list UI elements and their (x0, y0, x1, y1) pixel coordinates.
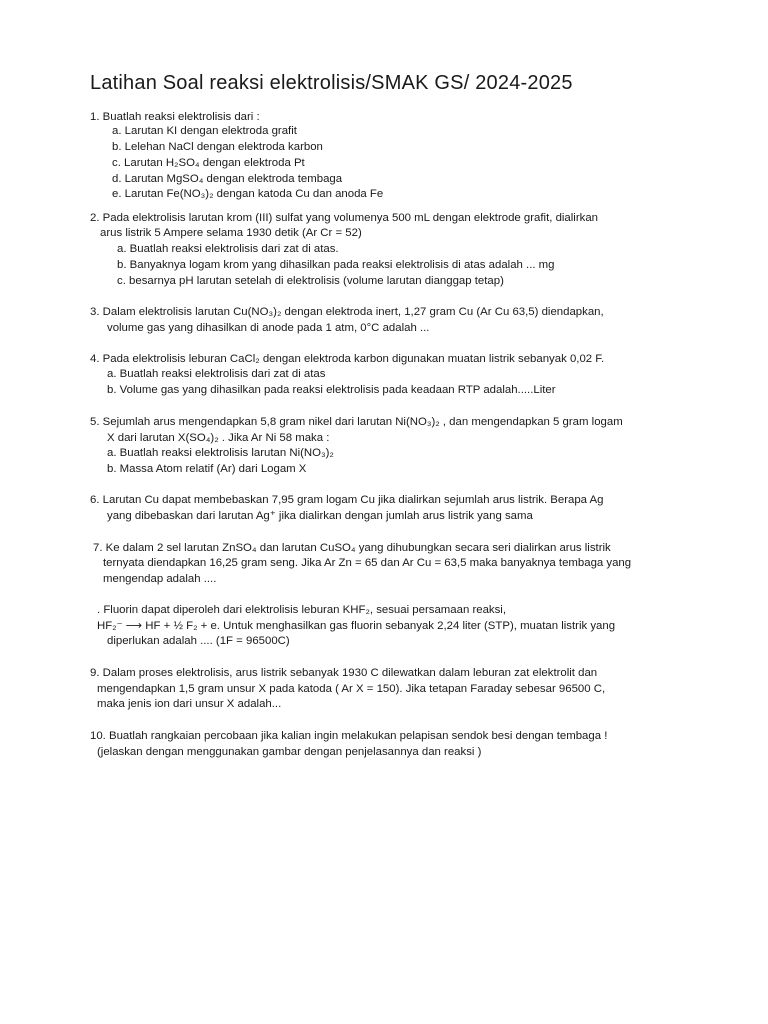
question-10-text-continued: (jelaskan dengan menggunakan gambar dengan penjelasannya dan reaksi ) (97, 746, 482, 758)
question-3-text: 3. Dalam elektrolisis larutan Cu(NO₃)₂ dengan elektroda inert, 1,27 gram Cu (Ar Cu 63,5) diendapkan, (90, 306, 604, 318)
question-2c-text: c. besarnya pH larutan setelah di elektrolisis (volume larutan dianggap tetap) (117, 275, 504, 287)
question-7-text-continued-2: mengendap adalah .... (103, 573, 217, 585)
question-8-text-continued: HF₂⁻ ⟶ HF + ½ F₂ + e. Untuk menghasilkan gas fluorin sebanyak 2,24 liter (STP), muatan listrik yang (97, 620, 616, 632)
question-1c-text: c. Larutan H₂SO₄ dengan elektroda Pt (112, 157, 305, 169)
question-8-text-continued-2: diperlukan adalah .... (1F = 96500C) (107, 635, 290, 647)
question-5a-text: a. Buatlah reaksi elektrolisis larutan Ni(NO₃)₂ (107, 447, 334, 459)
question-5-text-continued: X dari larutan X(SO₄)₂ . Jika Ar Ni 58 maka : (107, 432, 330, 444)
question-9-text-continued: mengendapkan 1,5 gram unsur X pada katoda ( Ar X = 150). Jika tetapan Faraday sebesar 96500 C, (97, 683, 606, 695)
question-5-text: 5. Sejumlah arus mengendapkan 5,8 gram nikel dari larutan Ni(NO₃)₂ , dan mengendapkan 5 gram logam (90, 416, 623, 428)
question-9-text: 9. Dalam proses elektrolisis, arus listrik sebanyak 1930 C dilewatkan dalam leburan zat elektrolit dan (90, 667, 598, 679)
question-1d-text: d. Larutan MgSO₄ dengan elektroda tembaga (112, 173, 343, 185)
question-4-text: 4. Pada elektrolisis leburan CaCl₂ dengan elektroda karbon digunakan muatan listrik sebanyak 0,02 F. (90, 353, 605, 365)
question-4a-text: a. Buatlah reaksi elektrolisis dari zat di atas (107, 368, 326, 380)
question-7-text-continued: ternyata diendapkan 16,25 gram seng. Jika Ar Zn = 65 dan Ar Cu = 63,5 maka banyaknya tembaga yang (103, 557, 632, 569)
question-5b-text: b. Massa Atom relatif (Ar) dari Logam X (107, 463, 307, 475)
question-9-text-continued-2: maka jenis ion dari unsur X adalah... (97, 698, 282, 710)
question-2-text: 2. Pada elektrolisis larutan krom (III) sulfat yang volumenya 500 mL dengan elektrode grafit, dialirkan (90, 212, 598, 224)
question-1e-text: e. Larutan Fe(NO₃)₂ dengan katoda Cu dan anoda Fe (112, 188, 384, 200)
question-6-text-continued: yang dibebaskan dari larutan Ag⁺ jika dialirkan dengan jumlah arus listrik yang sama (107, 510, 533, 522)
question-2b-text: b. Banyaknya logam krom yang dihasilkan pada reaksi elektrolisis di atas adalah ... mg (117, 259, 555, 271)
question-7-text: 7. Ke dalam 2 sel larutan ZnSO₄ dan larutan CuSO₄ yang dihubungkan secara seri dialirkan arus listrik (93, 542, 611, 554)
question-2a-text: a. Buatlah reaksi elektrolisis dari zat di atas. (117, 243, 339, 255)
question-10-text: 10. Buatlah rangkaian percobaan jika kalian ingin melakukan pelapisan sendok besi dengan tembaga ! (90, 730, 608, 742)
question-3-text-continued: volume gas yang dihasilkan di anode pada 1 atm, 0°C adalah ... (107, 322, 430, 334)
question-1-text: 1. Buatlah reaksi elektrolisis dari : (90, 111, 260, 123)
question-8-text: . Fluorin dapat diperoleh dari elektrolisis leburan KHF₂, sesuai persamaan reaksi, (97, 604, 506, 616)
page-title: Latihan Soal reaksi elektrolisis/SMAK GS/ 2024-2025 (90, 72, 573, 94)
question-6-text: 6. Larutan Cu dapat membebaskan 7,95 gram logam Cu jika dialirkan sejumlah arus listrik. Berapa Ag (90, 494, 604, 506)
question-4b-text: b. Volume gas yang dihasilkan pada reaksi elektrolisis pada keadaan RTP adalah.....Liter (107, 384, 556, 396)
question-2-text-continued: arus listrik 5 Ampere selama 1930 detik (Ar Cr = 52) (100, 227, 362, 239)
question-1b-text: b. Lelehan NaCl dengan elektroda karbon (112, 141, 323, 153)
question-1a-text: a. Larutan KI dengan elektroda grafit (112, 125, 297, 137)
